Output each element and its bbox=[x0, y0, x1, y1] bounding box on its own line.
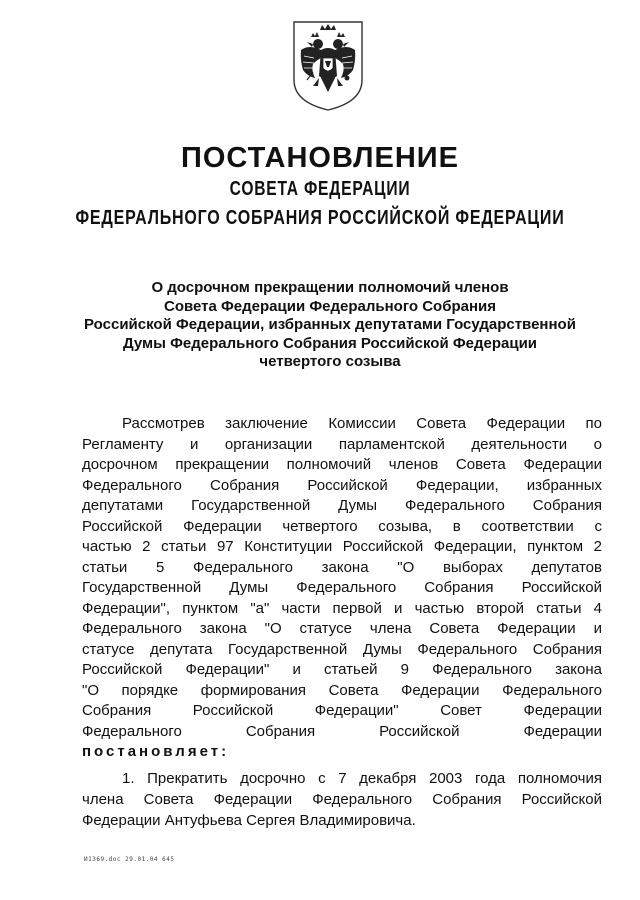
heading-line: Совета Федерации Федерального Собрания bbox=[163, 297, 497, 315]
decree-word: постановляет: bbox=[82, 743, 230, 760]
document-code: И1369.doc 29.01.04 645 bbox=[84, 856, 175, 863]
preamble-line: "О порядке формирования Совета Федерации Федерального bbox=[82, 681, 602, 699]
preamble-line: Российской Федерации" и статьей 9 Федерального закона bbox=[82, 661, 602, 678]
heading-line: четвертого созыва bbox=[259, 353, 401, 370]
preamble-line: Собрания Российской Федерации" Совет Федерации bbox=[82, 702, 602, 719]
preamble-line: депутатами Государственной Думы Федерального Собрания bbox=[82, 497, 602, 514]
preamble-line: Федерального Собрания Российской Федерации, избранных bbox=[82, 476, 602, 494]
document-subtitle-council: СОВЕТА ФЕДЕРАЦИИ bbox=[229, 178, 411, 200]
preamble-line: Регламенту и организации парламентской деятельности о bbox=[82, 435, 602, 453]
preamble-line: Российской Федерации четвертого созыва, в соответствии с bbox=[82, 517, 602, 535]
item-line: 1. Прекратить досрочно с 7 декабря 2003 года полномочия bbox=[122, 770, 602, 787]
preamble-line: Федерального Собрания Российской Федерации bbox=[82, 722, 602, 740]
resolution-item-1 bbox=[82, 768, 602, 831]
heading-line: О досрочном прекращении полномочий членов bbox=[151, 279, 509, 296]
preamble-line: Федерации", пунктом "а" части первой и частью второй статьи 4 bbox=[82, 599, 602, 617]
preamble-line: Федерального закона "О статусе члена Совета Федерации и bbox=[82, 620, 602, 637]
preamble-line: статусе депутата Государственной Думы Федерального Собрания bbox=[82, 640, 602, 658]
preamble-line: Государственной Думы Федерального Собрания Российской bbox=[82, 579, 602, 596]
preamble-line: Рассмотрев заключение Комиссии Совета Федерации по bbox=[122, 415, 602, 432]
preamble-line: досрочном прекращении полномочий членов Совета Федерации bbox=[82, 456, 602, 473]
document-title: ПОСТАНОВЛЕНИЕ bbox=[181, 142, 459, 174]
heading-line: Российской Федерации, избранных депутатами Государственной bbox=[84, 316, 576, 333]
coat-of-arms-icon bbox=[291, 20, 365, 112]
preamble-paragraph bbox=[82, 414, 602, 763]
preamble-line: частью 2 статьи 97 Конституции Российской Федерации, пунктом 2 bbox=[82, 538, 602, 555]
preamble-line: статьи 5 Федерального закона "О выборах депутатов bbox=[82, 558, 602, 576]
document-subtitle-assembly: ФЕДЕРАЛЬНОГО СОБРАНИЯ РОССИЙСКОЙ ФЕДЕРАЦИИ bbox=[75, 207, 565, 229]
resolution-heading bbox=[60, 279, 600, 372]
heading-line: Думы Федерального Собрания Российской Федерации bbox=[122, 334, 538, 352]
item-line: Федерации Антуфьева Сергея Владимировича. bbox=[82, 812, 416, 829]
item-line: члена Совета Федерации Федерального Собрания Российской bbox=[82, 791, 602, 808]
